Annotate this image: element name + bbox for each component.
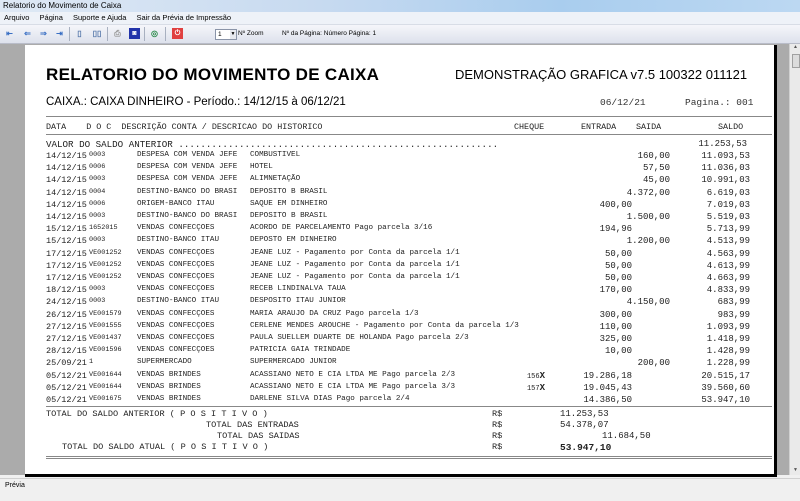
toolbar-separator <box>144 27 145 41</box>
total-currency: R$ <box>492 420 503 430</box>
row-historico: SAQUE EM DINHEIRO <box>250 199 328 208</box>
zoom-label: Nº Zoom <box>238 30 264 37</box>
total-entradas-label: TOTAL DAS ENTRADAS <box>206 420 299 430</box>
total-saidas-label: TOTAL DAS SAIDAS <box>217 431 300 441</box>
zoom-value: 1 <box>218 31 222 38</box>
table-row <box>25 200 777 212</box>
prev-page-icon[interactable]: ⇐ <box>24 29 31 38</box>
row-conta: DESPESA COM VENDA JEFE <box>137 163 238 172</box>
table-row <box>25 212 777 224</box>
row-historico: DEPOSITO B BRASIL <box>250 187 328 196</box>
row-entrada: 19.045,43 <box>583 382 632 393</box>
total-currency: R$ <box>492 431 503 441</box>
row-saldo: 4.663,99 <box>706 273 750 283</box>
row-date: 26/12/15 <box>46 309 87 320</box>
row-conta: DESTINO-BANCO ITAU <box>137 297 220 306</box>
row-doc: 0003 <box>89 297 106 306</box>
row-saldo: 1.418,99 <box>706 334 750 344</box>
row-conta: VENDAS CONFECÇOES <box>137 260 215 269</box>
row-date: 15/12/15 <box>46 236 87 247</box>
row-historico: MARIA ARAUJO DA CRUZ Pago parcela 1/3 <box>250 309 419 318</box>
toolbar-separator <box>69 27 70 41</box>
row-date: 14/12/15 <box>46 187 87 198</box>
row-historico: DEPOSITO B BRASIL <box>250 212 328 220</box>
row-date: 05/12/21 <box>46 395 87 405</box>
row-historico: JEANE LUZ - Pagamento por Conta da parcela 1/1 <box>250 273 460 281</box>
row-saida: 57,50 <box>642 163 670 174</box>
row-saida: 4.372,00 <box>626 187 670 198</box>
table-row <box>25 358 777 370</box>
row-date: 25/09/21 <box>46 358 87 369</box>
menu-arquivo[interactable]: Arquivo <box>4 13 30 22</box>
total-entradas-value: 54.378,07 <box>560 420 609 430</box>
row-conta: VENDAS CONFECÇOES <box>137 309 215 318</box>
row-date: 24/12/15 <box>46 297 87 308</box>
row-doc: VE001555 <box>89 321 122 330</box>
divider <box>46 406 772 407</box>
table-row <box>25 346 777 358</box>
table-row <box>25 188 777 200</box>
row-date: 18/12/15 <box>46 285 87 296</box>
row-saida: 45,00 <box>642 175 670 186</box>
row-date: 17/12/15 <box>46 248 87 259</box>
table-row <box>25 261 777 273</box>
row-saida: 160,00 <box>637 151 670 161</box>
total-currency: R$ <box>492 442 503 452</box>
row-historico: CERLENE MENDES AROUCHE - Pagamento por Conta da parcela 1/3 <box>250 321 519 330</box>
row-saldo: 4.613,99 <box>706 260 750 271</box>
row-doc: 0003 <box>89 285 106 294</box>
table-row <box>25 236 777 248</box>
row-date: 05/12/21 <box>46 370 87 381</box>
row-saldo: 1.428,99 <box>706 346 750 357</box>
row-doc: 0003 <box>89 175 106 184</box>
row-saldo: 10.991,03 <box>701 175 750 186</box>
row-historico: DESPOSITO ITAU JUNIOR <box>250 297 346 306</box>
row-historico: ACASSIANO NETO E CIA LTDA ME Pago parcela 2/3 <box>250 370 456 379</box>
row-conta: DESTINO-BANCO DO BRASI <box>137 187 238 196</box>
report-caixa-period: CAIXA.: CAIXA DINHEIRO - Período.: 14/12/15 à 06/12/21 <box>46 96 346 108</box>
row-entrada: 50,00 <box>604 273 632 283</box>
zoom-select[interactable] <box>215 29 237 40</box>
row-cheque <box>527 383 545 393</box>
row-conta: ORIGEM-BANCO ITAU <box>137 199 215 208</box>
row-conta: VENDAS CONFECÇOES <box>137 224 215 233</box>
row-doc: 0003 <box>89 151 106 159</box>
row-historico: DARLENE SILVA DIAS Pago parcela 2/4 <box>250 395 410 403</box>
row-doc: VE001579 <box>89 309 122 318</box>
row-doc: VE001252 <box>89 273 122 281</box>
saldo-anterior-value: 11.253,53 <box>698 139 747 149</box>
row-saldo: 4.513,99 <box>706 236 750 247</box>
total-saldo-atual-label: TOTAL DO SALDO ATUAL ( P O S I T I V O ) <box>62 442 269 452</box>
row-conta: VENDAS CONFECÇOES <box>137 346 215 355</box>
row-saida: 4.150,00 <box>626 297 670 308</box>
saldo-anterior-label: VALOR DO SALDO ANTERIOR .......................................................... <box>46 139 499 150</box>
report-title: RELATORIO DO MOVIMENTO DE CAIXA <box>46 65 380 84</box>
menu-suporte[interactable]: Suporte e Ajuda <box>72 13 127 22</box>
row-conta: VENDAS BRINDES <box>137 395 201 403</box>
row-doc: VE001252 <box>89 248 122 257</box>
row-entrada: 110,00 <box>599 321 632 332</box>
toolbar-separator <box>165 27 166 41</box>
export-icon[interactable]: ◙ <box>129 28 140 39</box>
menu-pagina[interactable]: Página <box>39 13 63 22</box>
row-doc: 0003 <box>89 212 106 220</box>
row-date: 28/12/15 <box>46 346 87 357</box>
vertical-scrollbar[interactable] <box>789 44 800 475</box>
menu-bar <box>0 12 800 25</box>
row-historico: COMBUSTIVEL <box>250 151 301 159</box>
row-conta: VENDAS BRINDES <box>137 370 201 379</box>
row-conta: VENDAS CONFECÇOES <box>137 321 215 330</box>
row-date: 27/12/15 <box>46 334 87 344</box>
row-saldo: 683,99 <box>717 297 750 308</box>
row-conta: DESPESA COM VENDA JEFE <box>137 175 238 184</box>
row-saldo: 5.713,99 <box>706 224 750 235</box>
first-page-icon[interactable]: ⇤ <box>6 29 13 38</box>
row-conta: DESTINO-BANCO DO BRASI <box>137 212 238 220</box>
menu-sair-previa[interactable]: Sair da Prévia de Impressão <box>136 13 232 22</box>
row-conta: VENDAS CONFECÇOES <box>137 285 215 294</box>
table-row <box>25 151 777 163</box>
table-row <box>25 310 777 322</box>
table-row <box>25 322 777 334</box>
window-title: Relatorio do Movimento de Caixa <box>3 1 122 10</box>
total-saidas-value: 11.684,50 <box>602 431 651 441</box>
row-saldo: 7.019,03 <box>706 199 750 210</box>
row-doc: 1652015 <box>89 224 118 233</box>
divider <box>46 458 772 459</box>
two-pages-icon[interactable]: ▯▯ <box>92 29 102 38</box>
row-doc: VE001675 <box>89 395 122 403</box>
row-date: 14/12/15 <box>46 151 87 161</box>
toolbar-separator <box>107 27 108 41</box>
report-page-number: Pagina.: 001 <box>685 97 754 108</box>
scroll-up-icon[interactable]: ▲ <box>793 44 798 50</box>
row-doc: VE001437 <box>89 334 122 342</box>
row-saida: 1.500,00 <box>626 212 670 222</box>
row-date: 14/12/15 <box>46 175 87 186</box>
table-row <box>25 273 777 285</box>
row-doc: 0006 <box>89 199 106 208</box>
row-doc: 0006 <box>89 163 106 172</box>
row-doc: VE001252 <box>89 260 122 269</box>
table-row <box>25 285 777 297</box>
row-conta: SUPERMERCADO <box>137 358 192 367</box>
email-icon[interactable]: ◎ <box>151 29 158 38</box>
column-header-cheque: CHEQUE <box>514 122 545 132</box>
row-saldo: 20.515,17 <box>701 370 750 381</box>
column-header-saida: SAIDA <box>636 122 662 132</box>
row-doc: VE001596 <box>89 346 122 355</box>
row-entrada: 14.386,50 <box>583 395 632 405</box>
row-entrada: 170,00 <box>599 285 632 296</box>
column-header-left: DATA D O C DESCRIÇÃO CONTA / DESCRICAO DO HISTORICO <box>46 122 323 132</box>
table-row <box>25 383 777 395</box>
last-page-icon[interactable]: ⇥ <box>56 29 63 38</box>
row-historico: PATRICIA GAIA TRINDADE <box>250 346 351 355</box>
row-historico: SUPERMERCADO JUNIOR <box>250 358 337 367</box>
row-date: 17/12/15 <box>46 273 87 283</box>
cheque-number: 156 <box>526 372 540 381</box>
single-page-icon[interactable]: ▯ <box>77 29 82 38</box>
divider <box>46 116 772 117</box>
table-row <box>25 334 777 346</box>
total-saldo-atual-value: 53.947,10 <box>560 442 612 453</box>
row-saldo: 11.093,53 <box>701 151 750 161</box>
total-currency: R$ <box>492 409 503 419</box>
row-historico: HOTEL <box>250 163 273 172</box>
row-cheque <box>527 371 545 381</box>
chevron-down-icon[interactable]: ▼ <box>230 31 236 37</box>
row-historico: PAULA SUELLEM DUARTE DE HOLANDA Pago parcela 2/3 <box>250 334 469 342</box>
row-entrada: 19.286,18 <box>583 370 632 381</box>
row-saldo: 1.228,99 <box>706 358 750 369</box>
row-date: 17/12/15 <box>46 260 87 271</box>
report-subtitle: DEMONSTRAÇÃO GRAFICA v7.5 100322 011121 <box>455 67 748 82</box>
row-historico: ALIMNETAÇÃO <box>250 175 301 184</box>
status-bar <box>0 478 800 501</box>
table-row <box>25 163 777 175</box>
row-date: 27/12/15 <box>46 321 87 332</box>
close-preview-icon[interactable]: ⏻ <box>172 28 183 39</box>
table-row <box>25 224 777 236</box>
row-date: 05/12/21 <box>46 382 87 393</box>
row-historico: ACORDO DE PARCELAMENTO Pago parcela 3/16 <box>250 224 433 233</box>
row-doc: 1 <box>89 358 94 367</box>
row-conta: VENDAS CONFECÇOES <box>137 334 215 342</box>
report-page <box>25 45 777 477</box>
row-saldo: 4.563,99 <box>706 248 750 259</box>
row-date: 14/12/15 <box>46 212 87 222</box>
row-saida: 200,00 <box>637 358 670 369</box>
next-page-icon[interactable]: ⇒ <box>40 29 47 38</box>
divider <box>46 456 772 457</box>
row-saldo: 4.833,99 <box>706 285 750 296</box>
row-historico: DEPOSTO EM DINHEIRO <box>250 236 337 245</box>
page-number-label: Nº da Página: Número Página: 1 <box>282 30 377 37</box>
print-icon[interactable]: ⎙ <box>114 28 121 38</box>
row-entrada: 300,00 <box>599 309 632 320</box>
row-date: 14/12/15 <box>46 163 87 174</box>
scrollbar-thumb[interactable] <box>792 54 800 68</box>
row-doc: VE001644 <box>89 370 122 379</box>
toolbar <box>0 25 800 44</box>
row-doc: 0003 <box>89 236 106 245</box>
row-historico: JEANE LUZ - Pagamento por Conta da parcela 1/1 <box>250 248 460 257</box>
row-saldo: 39.560,60 <box>701 382 750 393</box>
row-saldo: 5.519,03 <box>706 212 750 222</box>
row-historico: JEANE LUZ - Pagamento por Conta da parcela 1/1 <box>250 260 460 269</box>
table-row <box>25 297 777 309</box>
row-conta: DESTINO-BANCO ITAU <box>137 236 220 245</box>
row-saldo: 53.947,10 <box>701 395 750 405</box>
row-entrada: 325,00 <box>599 334 632 344</box>
divider <box>46 134 772 135</box>
row-historico: RECEB LINDINALVA TAUA <box>250 285 346 294</box>
row-conta: DESPESA COM VENDA JEFE <box>137 151 238 159</box>
row-saldo: 983,99 <box>717 309 750 320</box>
window-titlebar <box>0 0 800 12</box>
row-entrada: 194,96 <box>599 224 632 235</box>
cheque-number: 157 <box>526 384 540 393</box>
row-saida: 1.200,00 <box>626 236 670 247</box>
table-row <box>25 371 777 383</box>
cheque-mark: X <box>539 370 545 381</box>
row-date: 14/12/15 <box>46 199 87 210</box>
scroll-down-icon[interactable]: ▼ <box>793 467 798 473</box>
row-entrada: 10,00 <box>604 346 632 357</box>
total-saldo-anterior-label: TOTAL DO SALDO ANTERIOR ( P O S I T I V O ) <box>46 409 268 419</box>
cheque-mark: X <box>539 382 545 393</box>
table-row <box>25 175 777 187</box>
row-doc: VE001644 <box>89 382 122 391</box>
row-saldo: 6.619,03 <box>706 187 750 198</box>
report-date: 06/12/21 <box>600 97 646 108</box>
row-saldo: 1.093,99 <box>706 321 750 332</box>
row-historico: ACASSIANO NETO E CIA LTDA ME Pago parcela 3/3 <box>250 382 456 391</box>
table-row <box>25 249 777 261</box>
row-date: 15/12/15 <box>46 224 87 235</box>
row-entrada: 400,00 <box>599 199 632 210</box>
row-saldo: 11.036,03 <box>701 163 750 174</box>
row-conta: VENDAS CONFECÇOES <box>137 248 215 257</box>
status-text: Prévia <box>5 482 25 489</box>
row-entrada: 50,00 <box>604 248 632 259</box>
row-conta: VENDAS CONFECÇOES <box>137 273 215 281</box>
row-doc: 0004 <box>89 187 106 196</box>
column-header-saldo: SALDO <box>718 122 744 132</box>
row-entrada: 50,00 <box>604 260 632 271</box>
row-conta: VENDAS BRINDES <box>137 382 201 391</box>
column-header-entrada: ENTRADA <box>581 122 617 132</box>
total-saldo-anterior-value: 11.253,53 <box>560 409 609 419</box>
